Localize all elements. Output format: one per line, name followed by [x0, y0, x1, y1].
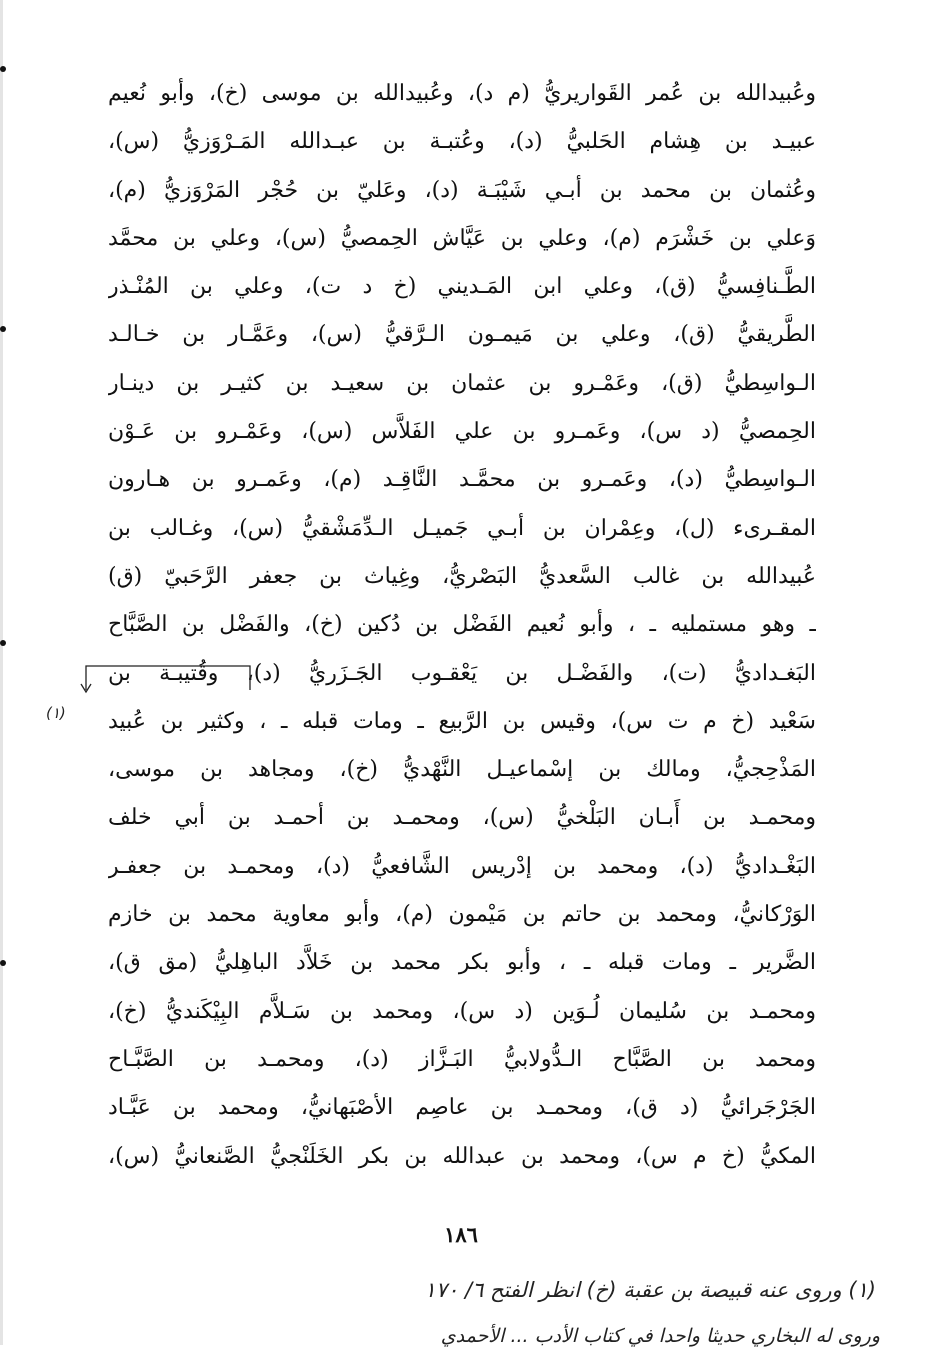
text-line: عُبيدالله بن غالب السَّعديُّ البَصْريُّ، وغِياث بن جعفر الرَّحَبيّ (ق) [108, 563, 816, 589]
text-line: البَغـداديُّ (ت)، والفَضْـل بن يَعْقـوب الجَـزَريُّ (د)، وقُتيبـة بن [108, 660, 816, 686]
text-line: الحِمصيُّ (د س)، وعَمـرو بن علي الفَلاَّس (س)، وعَمْـرو بن عَـوْن [108, 419, 816, 445]
text-line: ـ وهو مستمليه ـ ، وأبو نُعيم الفَضْل بن دُكين (خ)، والفَضْل بن الصَّبَّاح [108, 612, 816, 638]
text-line: سَعْيد (خ م ت س)، وقيس بن الرَّبيع ـ ومات قبله ـ ، وكثير بن عُبيد [108, 708, 816, 734]
binding-hole-mark [0, 326, 6, 332]
handwritten-insertion-mark [80, 660, 260, 700]
text-line: الـواسِطيُّ (د)، وعَمـرو بن محمَّـد النَّاقِـد (م)، وعَمـرو بن هـارون [108, 467, 816, 493]
text-line: ومحمـد بن سُليمان لُـوَين (د س)، ومحمد بن سَـلاَّم البِيْكَنديُّ (خ)، [108, 998, 816, 1024]
page-edge-shadow [0, 0, 3, 1345]
text-line: وَعلي بن خَشْرَم (م)، وعلي بن عَيَّاش الحِمصيُّ (س)، وعلي بن محمَّد [108, 225, 816, 251]
text-line: الضَّرير ـ ومات قبله ـ ، وأبو بكر محمد بن خَلاَّد الباهِليُّ (مق ق)، [108, 950, 816, 976]
binding-hole-mark [0, 66, 6, 72]
margin-footnote-reference: (١) [46, 704, 66, 722]
text-line: الوَرْكانيُّ، ومحمد بن حاتم بن مَيْمون (م)، وأبو معاوية محمد بن خازم [108, 902, 816, 928]
page-number: ١٨٦ [444, 1222, 478, 1247]
main-text-body [108, 70, 816, 1181]
text-line: البَغْـداديُّ (د)، ومحمد بن إدْريس الشَّافعيُّ (د)، ومحمـد بن جعفـر [108, 853, 816, 879]
text-line: الطَّريقيُّ (ق)، وعلي بن مَيمـون الـرَّقيُّ (س)، وعَمَّـار بن خـالـد [108, 322, 816, 348]
text-line: ومحمد بن الصَّبَّاح الـدُّولابيُّ البَـزَّاز (د)، ومحمـد بن الصَّبَّـاح [108, 1046, 816, 1072]
handwritten-footnote: (١) وروى عنه قبيصة بن عقبة (خ) انظر الفتح ٦/ ١٧٠ [424, 1278, 876, 1302]
handwritten-footnote-cut: وروى له البخاري حديثا واحدا في كتاب الأدب ... الأحمدي [440, 1325, 880, 1347]
text-line: المقـرىء (ل)، وعِمْران بن أبـي جَميـل الـدِّمَشْقيُّ (س)، وغـالب بن [108, 515, 816, 541]
text-line: وعُبيدالله بن عُمر القَواريريُّ (م د)، وعُبيدالله بن موسى (خ)، وأبو نُعيم [108, 81, 816, 106]
text-line: الطَّـنافِسيُّ (ق)، وعلي ابن المَـديني (خ د ت)، وعلي بن المُنْـذر [108, 274, 816, 300]
binding-hole-mark [0, 960, 6, 966]
text-line: المَذْحِجيُّ، ومالك بن إسْماعيـل النَّهْديُّ (خ)، ومجاهد بن موسى، [108, 757, 816, 783]
text-line: عبيـد بن هِشام الحَلبيُّ (د)، وعُتبـة بن عبـدالله المَـرْوَزيُّ (س)، [108, 129, 816, 155]
text-line: الـواسِطيُّ (ق)، وعَمْـرو بن عثمان بن سعيـد بن كثيـر بن دينـار [108, 370, 816, 396]
text-line: وعُثمان بن محمد بن أبـي شَيْبَـة (د)، وعَليّ بن حُجْر المَرْوَزيُّ (م)، [108, 177, 816, 203]
text-line: الجَرْجَرائيُّ (د ق)، ومحمـد بن عاصِم الأصْبَهانيُّ، ومحمد بن عَبَّـاد [108, 1095, 816, 1121]
text-line: ومحمـد بن أَبـان البَلْخيُّ (س)، ومحمـد بن أحمـد بن أبي خلف [108, 805, 816, 831]
binding-hole-mark [0, 640, 6, 646]
text-line: المكيُّ (خ م س)، ومحمد بن عبدالله بن بكر الخَلَنْجيُّ الصَّنعانيُّ (س)، [108, 1143, 816, 1169]
